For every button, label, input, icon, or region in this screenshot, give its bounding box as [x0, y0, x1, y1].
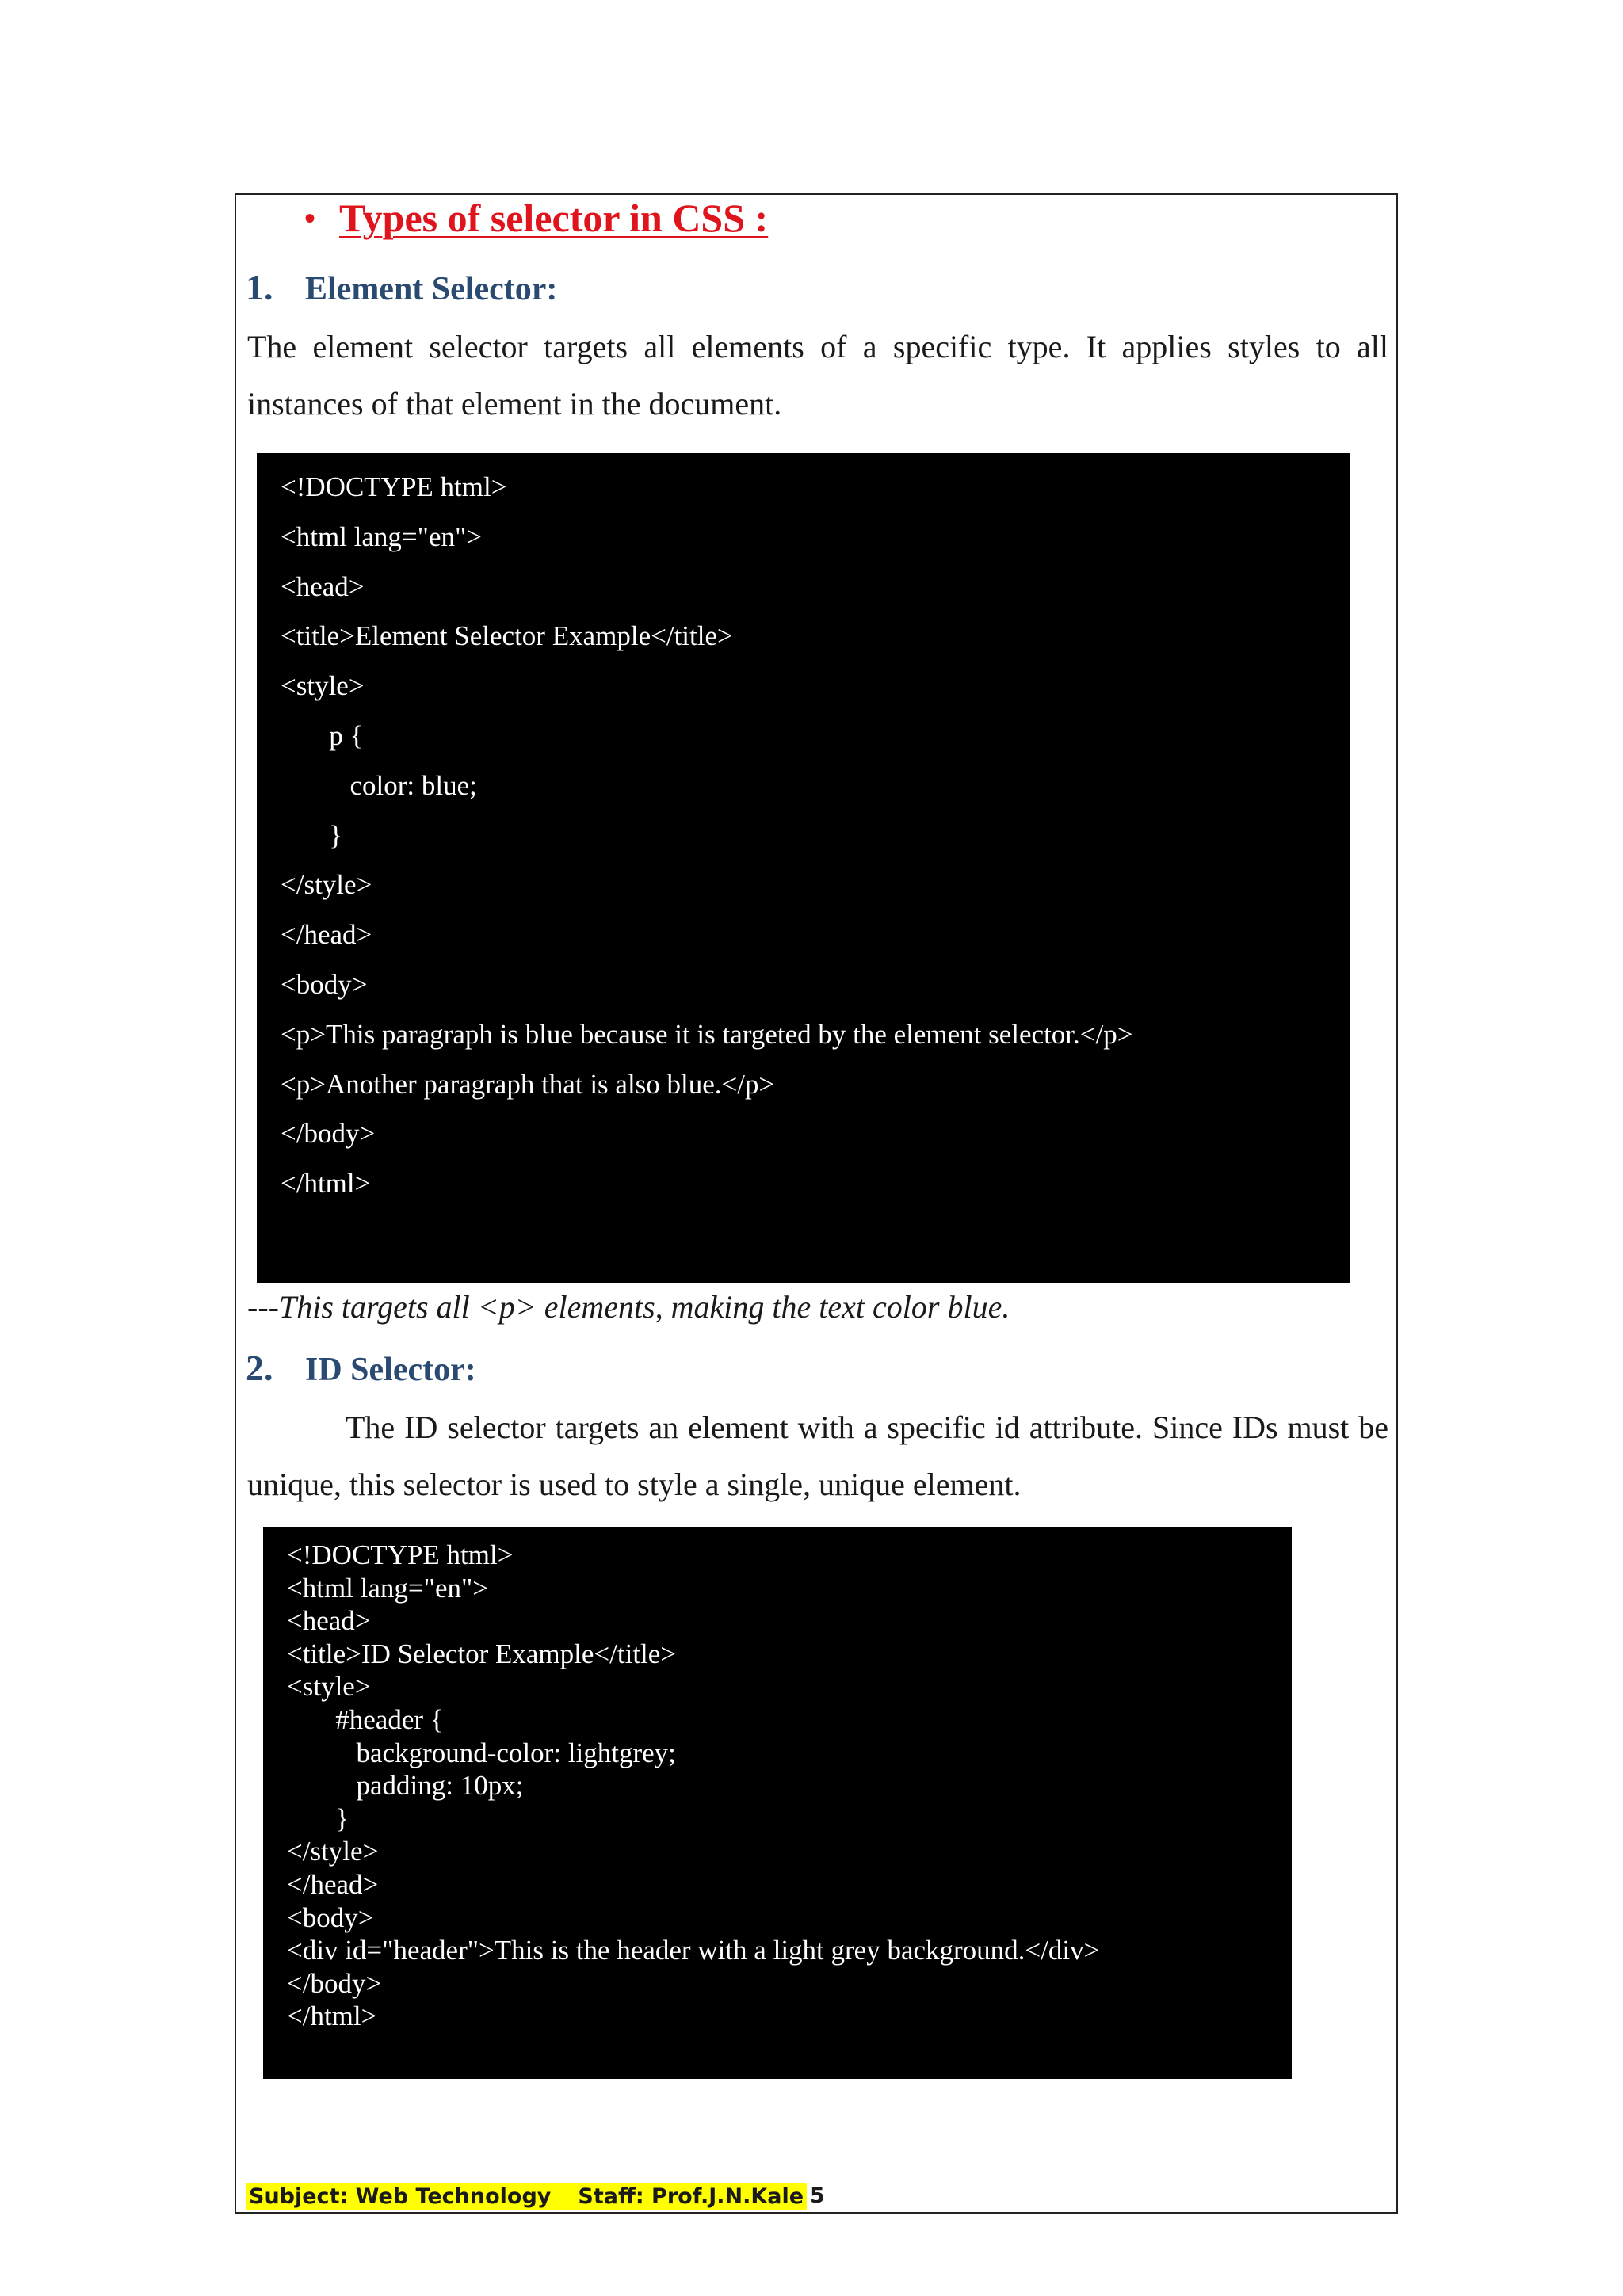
code-line: <body> — [287, 1901, 374, 1933]
section-1-caption: ---This targets all <p> elements, making the text color blue. — [247, 1289, 1010, 1325]
bullet-icon: • — [304, 200, 316, 236]
code-line: <p>This paragraph is blue because it is targeted by the element selector.</p> — [281, 1018, 1133, 1050]
section-1-number: 1. — [246, 267, 273, 307]
code-line: <!DOCTYPE html> — [287, 1539, 514, 1570]
code-line: #header { — [287, 1703, 444, 1735]
code-line: <html lang="en"> — [287, 1572, 489, 1604]
page-heading — [304, 195, 768, 241]
code-line: <title>Element Selector Example</title> — [281, 620, 733, 652]
code-block-element-selector — [257, 453, 1350, 1283]
code-line: p { — [281, 719, 364, 751]
code-block-id-selector — [263, 1527, 1292, 2079]
section-1-heading: Element Selector: — [305, 271, 558, 307]
code-line: <title>ID Selector Example</title> — [287, 1638, 677, 1669]
code-line: <head> — [281, 570, 365, 602]
section-2-paragraph: The ID selector targets an element with a specific id attribute. Since IDs must be unique, this selector is used to style a single, unique element. — [247, 1409, 1388, 1502]
section-2-number: 2. — [246, 1348, 273, 1388]
page-footer — [246, 2182, 807, 2210]
section-1-paragraph: The element selector targets all elements of a specific type. It applies styles to all instances of that element in the document. — [247, 329, 1388, 421]
code-line: <head> — [287, 1605, 371, 1637]
code-line: </html> — [287, 2000, 377, 2032]
footer-staff: Staff: Prof.J.N.Kale — [554, 2183, 807, 2210]
code-line: <!DOCTYPE html> — [281, 471, 507, 502]
code-line: <div id="header">This is the header with a light grey background.</div> — [287, 1935, 1100, 1966]
section-1-title — [246, 266, 557, 308]
code-line: <style> — [281, 670, 365, 702]
code-line: </style> — [281, 869, 372, 901]
code-line: <body> — [281, 968, 368, 1000]
code-line: background-color: lightgrey; — [287, 1737, 676, 1768]
code-line: <style> — [287, 1671, 371, 1703]
code-line: </body> — [281, 1118, 376, 1150]
heading-title: Types of selector in CSS : — [339, 196, 769, 240]
code-line: padding: 10px; — [287, 1770, 524, 1802]
code-line: </html> — [281, 1168, 371, 1199]
section-2-heading: ID Selector: — [305, 1352, 476, 1388]
code-line: <p>Another paragraph that is also blue.</p> — [281, 1068, 775, 1100]
code-line: } — [287, 1802, 349, 1834]
code-line: <html lang="en"> — [281, 521, 483, 552]
page-number: 5 — [810, 2183, 825, 2208]
section-2-title — [246, 1347, 476, 1389]
footer-subject: Subject: Web Technology — [246, 2183, 554, 2210]
code-line: </head> — [287, 1868, 379, 1900]
code-line: color: blue; — [281, 769, 477, 801]
code-line: </style> — [287, 1836, 379, 1867]
code-line: </head> — [281, 919, 372, 951]
code-line: </body> — [287, 1967, 382, 1999]
code-line: } — [281, 819, 343, 851]
